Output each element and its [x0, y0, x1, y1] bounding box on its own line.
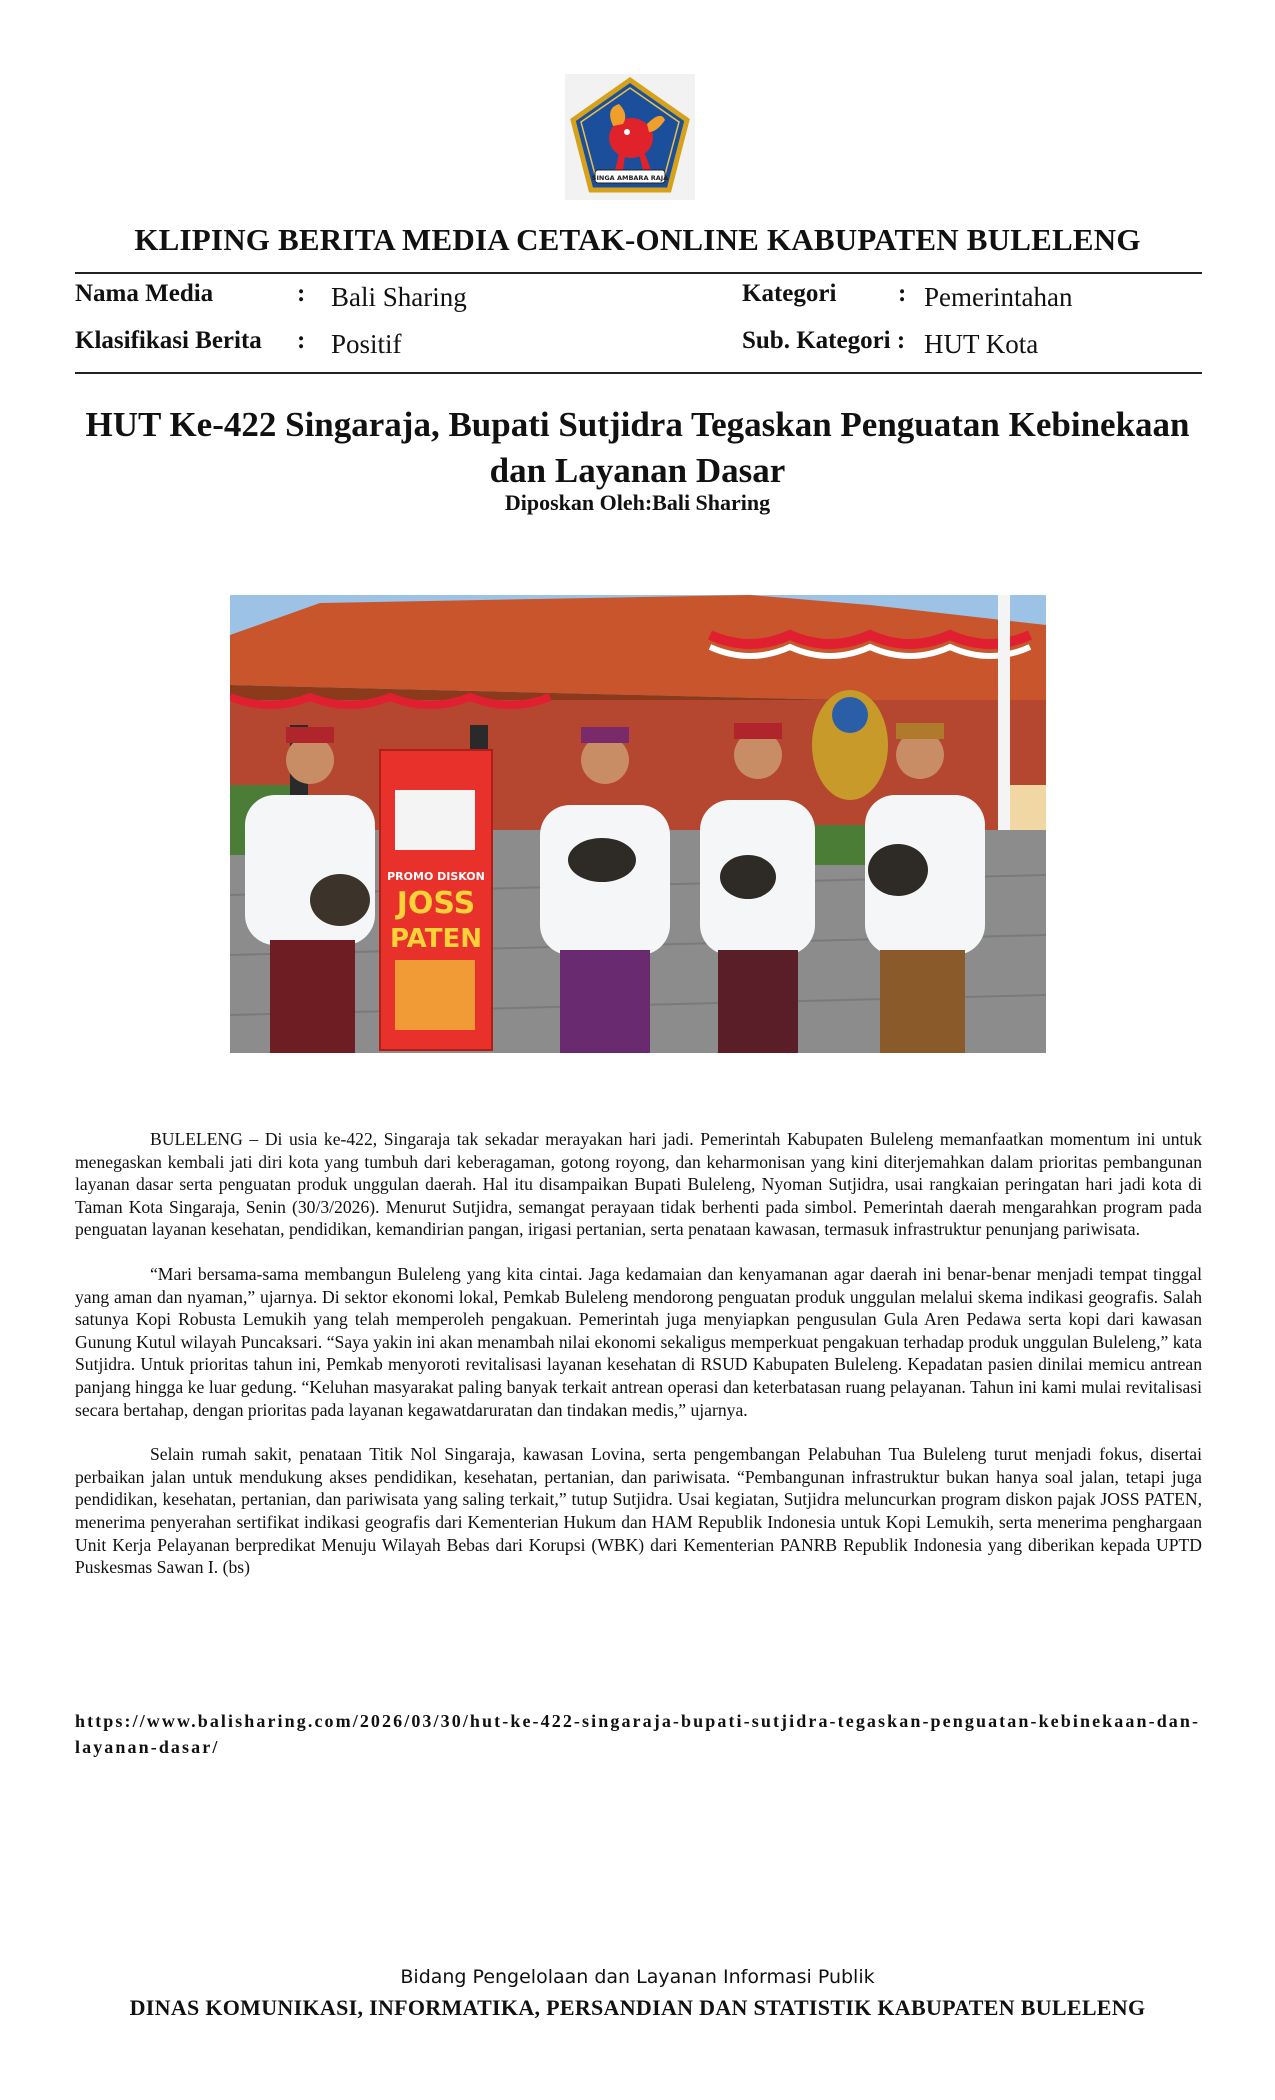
article-body [75, 1128, 1202, 1601]
footer-agency: DINAS KOMUNIKASI, INFORMATIKA, PERSANDIAN DAN STATISTIK KABUPATEN BULELENG [129, 1995, 1146, 2020]
kategori-label: Kategori [742, 280, 837, 307]
divider-top [75, 272, 1202, 274]
coat-of-arms-icon [565, 74, 695, 200]
source-url-link[interactable]: https://www.balisharing.com/2026/03/30/hut-ke-422-singaraja-bupati-sutjidra-tegaskan-penguatan-kebinekaan-dan-layanan-dasar/ [75, 1711, 1201, 1757]
klasifikasi-colon: : [297, 327, 306, 354]
article-paragraph-1: BULELENG – Di usia ke-422, Singaraja tak sekadar merayakan hari jadi. Pemerintah Kabupaten Buleleng memanfaatkan momentum ini untuk menegaskan kembali jati diri kota yang tumbuh dari keberagaman, gotong royong, dan keharmonisan yang kini diterjemahkan dalam prioritas pembangunan layanan dasar serta penguatan produk unggulan daerah. Hal itu disampaikan Bupati Buleleng, Nyoman Sutjidra, usai rangkaian peringatan hari jadi kota di Taman Kota Singaraja, Senin (30/3/2026). Menurut Sutjidra, semangat perayaan tidak berhenti pada simbol. Pemerintah daerah mengarahkan program pada penguatan layanan kesehatan, pendidikan, kemandirian pangan, irigasi pertanian, serta penataan kawasan, termasuk infrastruktur penunjang pariwisata. [75, 1129, 1202, 1240]
klasifikasi-label: Klasifikasi Berita [75, 327, 262, 354]
kategori-value: Pemerintahan [924, 282, 1073, 312]
media-value: Bali Sharing [331, 282, 467, 312]
clipping-title: KLIPING BERITA MEDIA CETAK-ONLINE KABUPATEN BULELENG [134, 222, 1141, 257]
news-photo [230, 595, 1046, 1053]
subkategori-label: Sub. Kategori : [742, 327, 906, 354]
buleleng-coat-of-arms-logo [565, 74, 695, 200]
logo-motto: SINGA AMBARA RAJA [591, 174, 669, 182]
kategori-colon: : [898, 280, 907, 307]
article-headline: HUT Ke-422 Singaraja, Bupati Sutjidra Tegaskan Penguatan Kebinekaan dan Layanan Dasar [85, 405, 1190, 490]
banner-promo-text: PROMO DISKON [387, 870, 485, 883]
article-byline: Diposkan Oleh:Bali Sharing [504, 490, 771, 515]
media-label: Nama Media [75, 280, 214, 307]
subkategori-value: HUT Kota [924, 329, 1039, 359]
klasifikasi-value: Positif [331, 329, 402, 359]
footer-division: Bidang Pengelolaan dan Layanan Informasi Publik [400, 1966, 875, 1988]
article-paragraph-3: Selain rumah sakit, penataan Titik Nol Singaraja, kawasan Lovina, serta pengembangan Pelabuhan Tua Buleleng turut menjadi fokus, disertai perbaikan jalan untuk mendukung akses pendidikan, kesehatan, pertanian, dan pariwisata. “Pembangunan infrastruktur bukan hanya soal jalan, tetapi juga pendidikan, kesehatan, pertanian, dan pariwisata yang saling terkait,” tutup Sutjidra. Usai kegiatan, Sutjidra meluncurkan program diskon pajak JOSS PATEN, menerima penyerahan sertifikat indikasi geografis dari Kementerian Hukum dan HAM Republik Indonesia untuk Kopi Lemukih, serta menerima penghargaan Unit Kerja Pelayanan berpredikat Menuju Wilayah Bebas dari Korupsi (WBK) dari Kementerian PANRB Republik Indonesia yang diberikan kepada UPTD Puskesmas Sawan I. (bs) [75, 1444, 1202, 1578]
banner-brand-line1: JOSS [396, 886, 476, 921]
banner-brand-line2: PATEN [389, 924, 483, 954]
article-paragraph-2: “Mari bersama-sama membangun Buleleng yang kita cintai. Jaga kedamaian dan kenyamanan agar daerah ini benar-benar menjadi tempat tinggal yang aman dan nyaman,” ujarnya. Di sektor ekonomi lokal, Pemkab Buleleng mendorong penguatan produk unggulan melalui skema indikasi geografis. Salah satunya Kopi Robusta Lemukih yang telah memperoleh pengakuan. Pemerintah juga menyiapkan pengusulan Gula Aren Pedawa serta kopi dari kawasan Gunung Kutul wilayah Puncaksari. “Saya yakin ini akan menambah nilai ekonomi sekaligus memperkuat pengakuan terhadap produk unggulan Buleleng,” kata Sutjidra. Untuk prioritas tahun ini, Pemkab menyoroti revitalisasi layanan kesehatan di RSUD Kabupaten Buleleng. Kepadatan pasien dinilai memicu antrean panjang hingga ke luar gedung. “Keluhan masyarakat paling banyak terkait antrean operasi dan keterbatasan ruang pelayanan. Tahun ini kami mulai revitalisasi secara bertahap, dengan prioritas pada layanan kegawatdaruratan dan tindakan medis,” ujarnya. [75, 1263, 1202, 1420]
media-colon: : [297, 280, 306, 307]
divider-bottom [75, 372, 1202, 374]
